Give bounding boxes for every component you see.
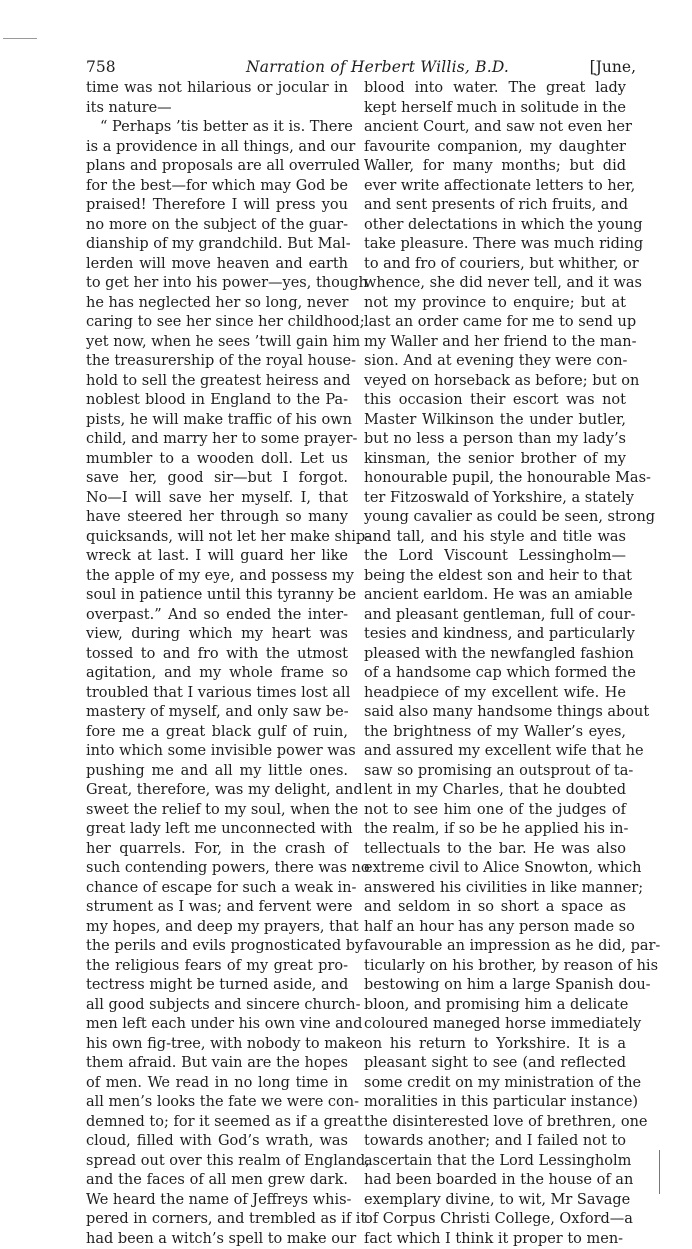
- text-line: such contending powers, there was no: [86, 859, 348, 879]
- text-line: wreck at last. I will guard her like: [86, 547, 348, 567]
- text-line: this occasion their escort was not: [364, 391, 626, 411]
- text-line: noblest blood in England to the Pa-: [86, 391, 348, 411]
- text-line: some credit on my ministration of the: [364, 1074, 626, 1094]
- text-line: headpiece of my excellent wife. He: [364, 684, 626, 704]
- text-line: on his return to Yorkshire. It is a: [364, 1035, 626, 1055]
- text-line: pleased with the newfangled fashion: [364, 645, 626, 665]
- text-line: and sent presents of rich fruits, and: [364, 196, 626, 216]
- text-line: pushing me and all my little ones.: [86, 762, 348, 782]
- text-line: ancient Court, and saw not even her: [364, 118, 626, 138]
- text-line: whence, she did never tell, and it was: [364, 274, 626, 294]
- text-line: but no less a person than my lady’s: [364, 430, 626, 450]
- text-line: he has neglected her so long, never: [86, 294, 348, 314]
- text-line: kinsman, the senior brother of my: [364, 450, 626, 470]
- text-line: ever write affectionate letters to her,: [364, 177, 626, 197]
- text-line: mumbler to a wooden doll. Let us: [86, 450, 348, 470]
- text-line: troubled that I various times lost all: [86, 684, 348, 704]
- text-line: its nature—: [86, 99, 348, 119]
- text-line: great lady left me unconnected with: [86, 820, 348, 840]
- right-text-column: [364, 79, 626, 1249]
- text-line: her quarrels. For, in the crash of: [86, 840, 348, 860]
- text-line: fore me a great black gulf of ruin,: [86, 723, 348, 743]
- text-line: the realm, if so be he applied his in-: [364, 820, 626, 840]
- top-left-rule-mark: [3, 38, 37, 39]
- text-line: save her, good sir—but I forgot.: [86, 469, 348, 489]
- text-line: the disinterested love of brethren, one: [364, 1113, 626, 1133]
- text-line: time was not hilarious or jocular in: [86, 79, 348, 99]
- text-line: coloured maneged horse immediately: [364, 1015, 626, 1035]
- text-line: have steered her through so many: [86, 508, 348, 528]
- text-line: and pleasant gentleman, full of cour-: [364, 606, 626, 626]
- text-line: hold to sell the greatest heiress and: [86, 372, 348, 392]
- text-line: lent in my Charles, that he doubted: [364, 781, 626, 801]
- text-line: ter Fitzoswald of Yorkshire, a stately: [364, 489, 626, 509]
- text-line: soul in patience until this tyranny be: [86, 586, 348, 606]
- text-line: cloud, filled with God’s wrath, was: [86, 1132, 348, 1152]
- text-line: praised! Therefore I will press you: [86, 196, 348, 216]
- text-line: child, and marry her to some prayer-: [86, 430, 348, 450]
- text-line: Master Wilkinson the under butler,: [364, 411, 626, 431]
- text-line: young cavalier as could be seen, strong: [364, 508, 626, 528]
- text-line: We heard the name of Jeffreys whis-: [86, 1191, 348, 1211]
- text-line: being the eldest son and heir to that: [364, 567, 626, 587]
- text-line: tectress might be turned aside, and: [86, 976, 348, 996]
- text-line: not to see him one of the judges of: [364, 801, 626, 821]
- text-line: demned to; for it seemed as if a great: [86, 1113, 348, 1133]
- text-line: and assured my excellent wife that he: [364, 742, 626, 762]
- text-line: no more on the subject of the guar-: [86, 216, 348, 236]
- text-line: the religious fears of my great pro-: [86, 957, 348, 977]
- text-line: Waller, for many months; but did: [364, 157, 626, 177]
- text-line: tesies and kindness, and particularly: [364, 625, 626, 645]
- right-edge-mark: [659, 1150, 660, 1194]
- text-line: tossed to and fro with the utmost: [86, 645, 348, 665]
- text-line: overpast.” And so ended the inter-: [86, 606, 348, 626]
- page-number: 758: [86, 56, 116, 78]
- text-line: the treasurership of the royal house-: [86, 352, 348, 372]
- text-line: to get her into his power—yes, though: [86, 274, 348, 294]
- text-line: favourable an impression as he did, par-: [364, 937, 626, 957]
- text-line: strument as I was; and fervent were: [86, 898, 348, 918]
- text-line: extreme civil to Alice Snowton, which: [364, 859, 626, 879]
- text-line: my hopes, and deep my prayers, that: [86, 918, 348, 938]
- text-line: spread out over this realm of England,: [86, 1152, 348, 1172]
- page-header: [86, 56, 636, 80]
- text-line: and seldom in so short a space as: [364, 898, 626, 918]
- text-line: and the faces of all men grew dark.: [86, 1171, 348, 1191]
- text-line: the Lord Viscount Lessingholm—: [364, 547, 626, 567]
- text-line: view, during which my heart was: [86, 625, 348, 645]
- header-month: [June,: [590, 56, 636, 78]
- text-line: last an order came for me to send up: [364, 313, 626, 333]
- text-line: “ Perhaps ’tis better as it is. There: [86, 118, 348, 138]
- text-line: the apple of my eye, and possess my: [86, 567, 348, 587]
- text-line: of men. We read in no long time in: [86, 1074, 348, 1094]
- text-line: mastery of myself, and only saw be-: [86, 703, 348, 723]
- text-line: favourite companion, my daughter: [364, 138, 626, 158]
- text-line: other delectations in which the young: [364, 216, 626, 236]
- text-line: bestowing on him a large Spanish dou-: [364, 976, 626, 996]
- text-line: answered his civilities in like manner;: [364, 879, 626, 899]
- text-line: is a providence in all things, and our: [86, 138, 348, 158]
- text-line: No—I will save her myself. I, that: [86, 489, 348, 509]
- text-line: exemplary divine, to wit, Mr Savage: [364, 1191, 626, 1211]
- text-line: them afraid. But vain are the hopes: [86, 1054, 348, 1074]
- text-line: chance of escape for such a weak in-: [86, 879, 348, 899]
- text-line: into which some invisible power was: [86, 742, 348, 762]
- text-line: ticularly on his brother, by reason of his: [364, 957, 626, 977]
- text-line: had been a witch’s spell to make our: [86, 1230, 348, 1249]
- text-line: had been boarded in the house of an: [364, 1171, 626, 1191]
- text-line: fact which I think it proper to men-: [364, 1230, 626, 1249]
- text-line: bloon, and promising him a delicate: [364, 996, 626, 1016]
- text-line: plans and proposals are all overruled: [86, 157, 348, 177]
- text-line: lerden will move heaven and earth: [86, 255, 348, 275]
- text-line: all men’s looks the fate we were con-: [86, 1093, 348, 1113]
- text-line: to and fro of couriers, but whither, or: [364, 255, 626, 275]
- text-line: of Corpus Christi College, Oxford—a: [364, 1210, 626, 1230]
- text-line: quicksands, will not let her make ship-: [86, 528, 348, 548]
- text-line: men left each under his own vine and: [86, 1015, 348, 1035]
- text-line: veyed on horseback as before; but on: [364, 372, 626, 392]
- text-line: said also many handsome things about: [364, 703, 626, 723]
- text-line: all good subjects and sincere church-: [86, 996, 348, 1016]
- text-line: the perils and evils prognosticated by: [86, 937, 348, 957]
- text-line: of a handsome cap which formed the: [364, 664, 626, 684]
- text-line: caring to see her since her childhood;: [86, 313, 348, 333]
- text-line: pists, he will make traffic of his own: [86, 411, 348, 431]
- text-line: saw so promising an outsprout of ta-: [364, 762, 626, 782]
- text-line: sweet the relief to my soul, when the: [86, 801, 348, 821]
- text-line: sion. And at evening they were con-: [364, 352, 626, 372]
- text-line: and tall, and his style and title was: [364, 528, 626, 548]
- text-line: tellectuals to the bar. He was also: [364, 840, 626, 860]
- text-line: take pleasure. There was much riding: [364, 235, 626, 255]
- text-line: not my province to enquire; but at: [364, 294, 626, 314]
- text-line: my Waller and her friend to the man-: [364, 333, 626, 353]
- text-line: for the best—for which may God be: [86, 177, 348, 197]
- text-line: yet now, when he sees ’twill gain him: [86, 333, 348, 353]
- text-line: pleasant sight to see (and reflected: [364, 1054, 626, 1074]
- text-line: moralities in this particular instance): [364, 1093, 626, 1113]
- text-line: half an hour has any person made so: [364, 918, 626, 938]
- running-title: Narration of Herbert Willis, B.D.: [246, 56, 509, 78]
- text-line: pered in corners, and trembled as if it: [86, 1210, 348, 1230]
- text-line: Great, therefore, was my delight, and: [86, 781, 348, 801]
- text-line: agitation, and my whole frame so: [86, 664, 348, 684]
- text-line: his own fig-tree, with nobody to make: [86, 1035, 348, 1055]
- text-line: dianship of my grandchild. But Mal-: [86, 235, 348, 255]
- text-line: ascertain that the Lord Lessingholm: [364, 1152, 626, 1172]
- text-line: towards another; and I failed not to: [364, 1132, 626, 1152]
- left-text-column: [86, 79, 348, 1249]
- text-line: the brightness of my Waller’s eyes,: [364, 723, 626, 743]
- text-line: kept herself much in solitude in the: [364, 99, 626, 119]
- text-line: blood into water. The great lady: [364, 79, 626, 99]
- text-line: honourable pupil, the honourable Mas-: [364, 469, 626, 489]
- text-line: ancient earldom. He was an amiable: [364, 586, 626, 606]
